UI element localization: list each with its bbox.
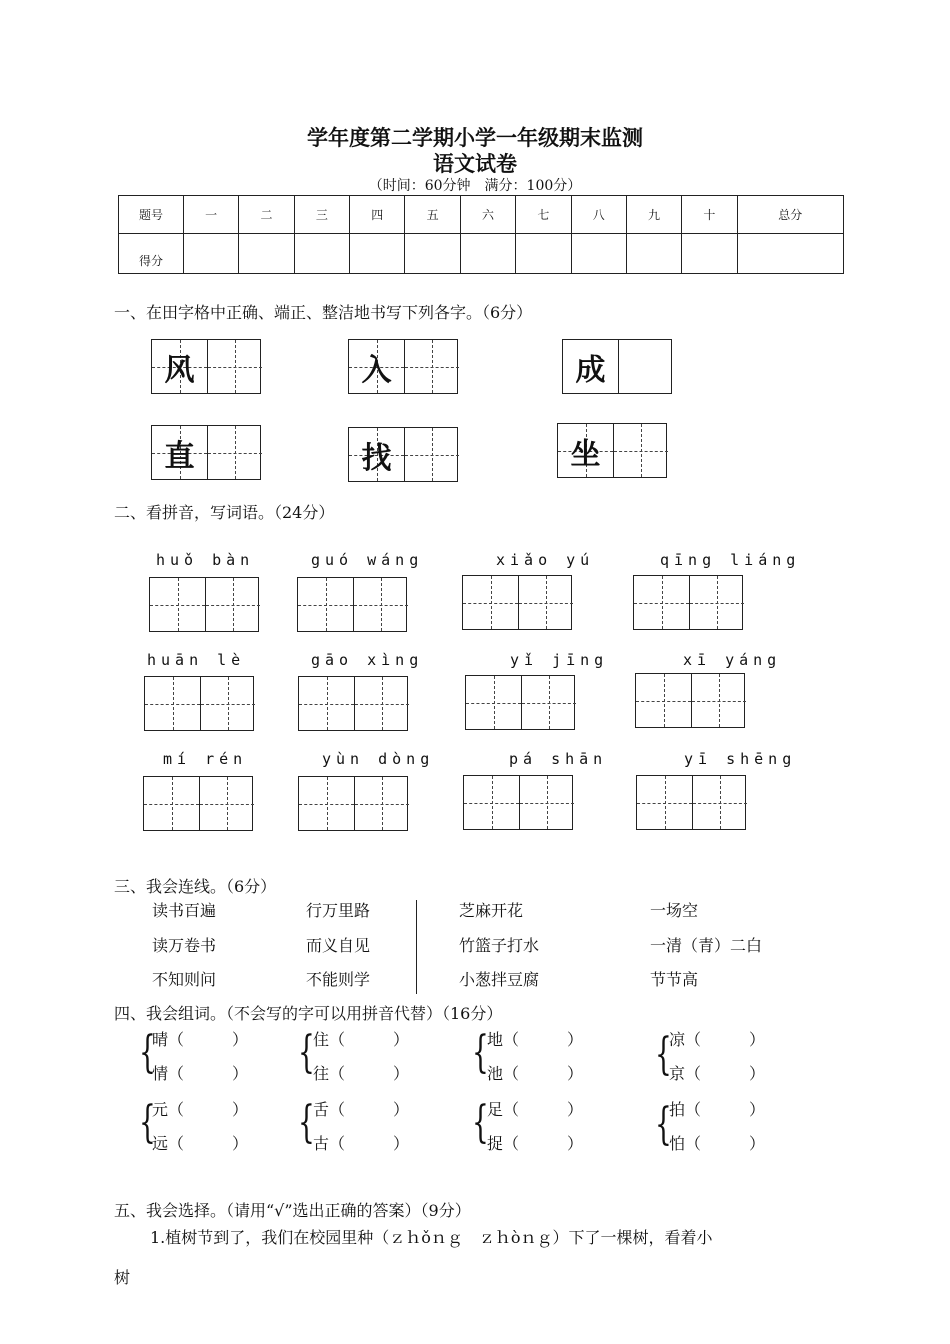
word-item[interactable]: 远（ ） [152,1134,249,1153]
match-item[interactable]: 读万卷书 [152,936,217,955]
section3-heading: 三、我会连线。（6分） [114,877,277,896]
section2-heading: 二、看拼音，写词语。（24分） [114,503,335,522]
match-item[interactable]: 读书百遍 [152,901,217,920]
word-item[interactable]: 往（ ） [313,1064,410,1083]
answer-box[interactable] [463,775,573,830]
score-header-cell: 二 [239,196,294,234]
score-header-cell: 六 [460,196,515,234]
answer-box[interactable] [143,776,253,831]
word-item[interactable]: 足（ ） [487,1100,584,1119]
brace-icon: { [472,1027,489,1078]
score-cell[interactable] [682,234,737,274]
tianzige-box[interactable] [151,425,261,480]
model-char: 成 [575,352,606,388]
score-header-cell: 九 [626,196,681,234]
score-header-cell: 十 [682,196,737,234]
pinyin-label: yùn dòng [322,750,435,768]
pinyin-label: yǐ jīng [510,651,609,669]
word-item[interactable]: 元（ ） [152,1100,249,1119]
match-item[interactable]: 一场空 [650,901,699,920]
model-char: 坐 [570,436,601,472]
score-header-cell: 七 [516,196,571,234]
answer-box[interactable] [465,675,575,730]
word-item[interactable]: 住（ ） [313,1030,410,1049]
word-item[interactable]: 舌（ ） [313,1100,410,1119]
match-item[interactable]: 不能则学 [306,970,371,989]
match-item[interactable]: 行万里路 [306,901,371,920]
section5-heading: 五、我会选择。（请用“√”选出正确的答案）（9分） [114,1201,471,1220]
score-header-cell: 题号 [119,196,184,234]
brace-icon: { [139,1027,156,1078]
score-cell[interactable] [626,234,681,274]
question-text-cont: 树 [114,1268,131,1287]
answer-box[interactable] [462,575,572,630]
brace-icon: { [655,1029,672,1080]
word-item[interactable]: 地（ ） [487,1030,584,1049]
score-row-label: 得分 [119,234,184,274]
score-cell[interactable] [350,234,405,274]
answer-box[interactable] [635,673,745,728]
brace-icon: { [139,1097,156,1148]
match-item[interactable]: 不知则问 [152,970,217,989]
match-item[interactable]: 而义自见 [306,936,371,955]
pinyin-label: gāo xìng [311,651,424,669]
model-char: 找 [361,440,392,476]
pinyin-label: pá shān [509,750,608,768]
answer-box[interactable] [297,577,407,632]
divider-line [416,900,417,994]
word-item[interactable]: 京（ ） [669,1064,766,1083]
exam-title: 学年度第二学期小学一年级期末监测 [307,125,643,150]
answer-box[interactable] [298,676,408,731]
score-cell[interactable] [405,234,460,274]
word-item[interactable]: 怕（ ） [669,1134,766,1153]
score-cell[interactable] [294,234,349,274]
pinyin-label: guó wáng [311,551,424,569]
brace-icon: { [298,1097,315,1148]
score-table [118,195,844,274]
section1-heading: 一、在田字格中正确、端正、整洁地书写下列各字。（6分） [114,303,533,322]
score-cell[interactable] [460,234,515,274]
match-item[interactable]: 节节高 [650,970,699,989]
pinyin-label: qīng liáng [660,551,801,569]
score-cell[interactable] [239,234,294,274]
model-char: 直 [164,438,195,474]
word-item[interactable]: 晴（ ） [152,1030,249,1049]
tianzige-box[interactable] [151,339,261,394]
answer-box[interactable] [636,775,746,830]
score-cell[interactable] [184,234,239,274]
word-item[interactable]: 情（ ） [152,1064,249,1083]
answer-box[interactable] [298,776,408,831]
answer-box[interactable] [633,575,743,630]
tianzige-box[interactable] [348,427,458,482]
pinyin-label: xiǎo yú [496,551,595,569]
score-cell[interactable] [516,234,571,274]
pinyin-label: yī shēng [684,750,797,768]
exam-subtitle: 语文试卷 [433,151,517,176]
brace-icon: { [298,1027,315,1078]
score-cell[interactable] [571,234,626,274]
score-header-cell: 三 [294,196,349,234]
score-header-cell: 一 [184,196,239,234]
tianzige-box[interactable] [562,339,672,394]
brace-icon: { [472,1097,489,1148]
score-header-cell: 四 [350,196,405,234]
model-char: 入 [361,352,392,388]
word-item[interactable]: 拍（ ） [669,1100,766,1119]
brace-icon: { [655,1099,672,1150]
tianzige-box[interactable] [348,339,458,394]
word-item[interactable]: 捉（ ） [487,1134,584,1153]
section4-heading: 四、我会组词。（不会写的字可以用拼音代替）（16分） [114,1004,503,1023]
word-item[interactable]: 古（ ） [313,1134,410,1153]
score-header-cell: 总分 [737,196,843,234]
score-cell[interactable] [737,234,843,274]
answer-box[interactable] [149,577,259,632]
tianzige-box[interactable] [557,423,667,478]
exam-info: （时间：60分钟 满分：100分） [368,178,582,194]
score-header-cell: 八 [571,196,626,234]
match-item[interactable]: 一清（青）二白 [650,936,763,955]
pinyin-label: mí rén [163,750,248,768]
question-text: 1.植树节到了，我们在校园里种（ｚｈǒｎｇ ｚｈòｎｇ）下了一棵树，看着小 [150,1228,713,1247]
pinyin-label: huān lè [147,651,246,669]
pinyin-label: huǒ bàn [156,551,255,569]
score-header-cell: 五 [405,196,460,234]
match-item[interactable]: 竹篮子打水 [459,936,540,955]
model-char: 风 [164,352,195,388]
answer-box[interactable] [144,676,254,731]
word-item[interactable]: 凉（ ） [669,1030,766,1049]
match-item[interactable]: 小葱拌豆腐 [459,970,540,989]
word-item[interactable]: 池（ ） [487,1064,584,1083]
match-item[interactable]: 芝麻开花 [459,901,524,920]
pinyin-label: xī yáng [683,651,782,669]
